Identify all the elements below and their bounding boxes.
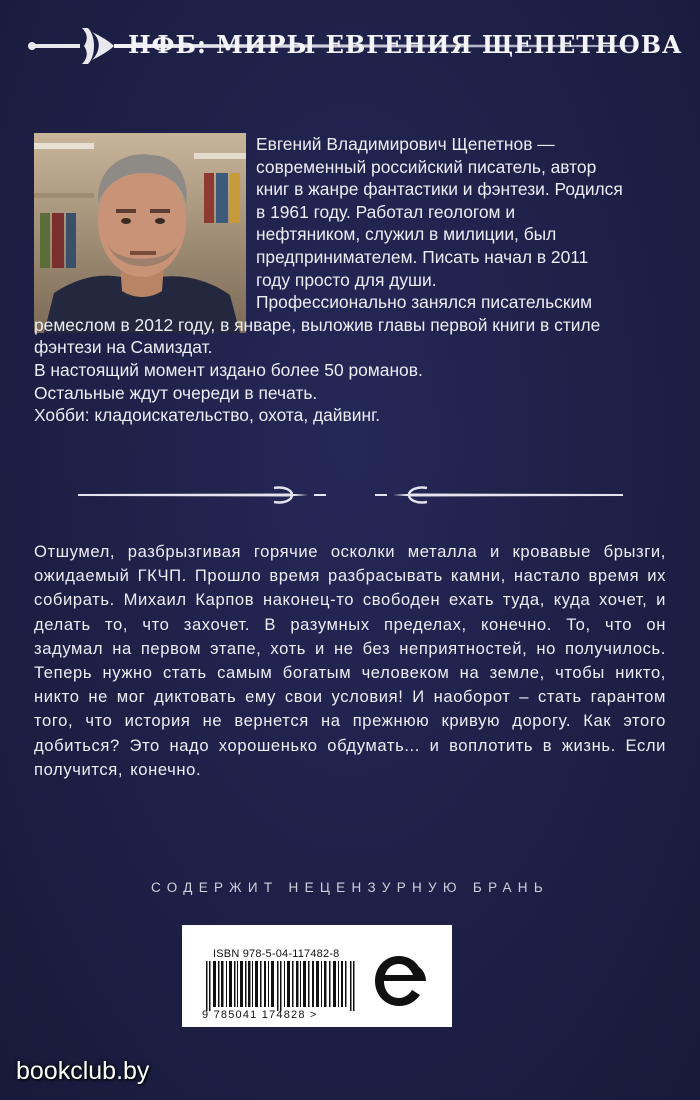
bio-paragraph: Профессионально занялся писательским ремеслом в 2012 году, в январе, выложив главы первой книги в стиле фэнтези на Самиздат. [34, 292, 601, 358]
author-bio [34, 133, 624, 427]
book-blurb: Отшумел, разбрызгивая горячие осколки металла и кровавые брызги, ожидаемый ГКЧП. Прошло время разбрасывать камни, настало время их собирать. Михаил Карпов наконец-то свободен ехать туда, куда хочет, и делать то, что захочет. В разумных пределах, конечно. То, что он задумал на первом этапе, хоть и не без неприятностей, но получилось. Теперь нужно стать самым богатым человеком на земле, чтобы никто, никто не мог диктовать ему свои условия! И наоборот – стать гарантом того, что история не вернется на прежнюю кривую дорогу. Как этого добиться? Это надо хорошенько обдумать... и воплотить в жизнь. Если получится, конечно. [34, 542, 666, 779]
content-warning: СОДЕРЖИТ НЕЦЕНЗУРНУЮ БРАНЬ [151, 880, 549, 895]
barcode-icon [206, 961, 356, 1011]
bio-paragraph: В настоящий момент издано более 50 романов. [34, 359, 423, 380]
isbn-label: ISBN 978-5-04-117482-8 [213, 948, 340, 960]
ornament-divider-icon [78, 482, 623, 508]
barcode-panel [182, 925, 452, 1027]
photo-spacer [34, 133, 256, 311]
eksmo-logo-icon [370, 951, 432, 1011]
bio-paragraph: Евгений Владимирович Щепетнов — современный российский писатель, автор книг в жанре фантастики и фэнтези. Родился в 1961 году. Работал геологом и нефтяником, служил в милиции, был предпринимателем. Писать начал в 2011 году просто для души. [256, 134, 623, 290]
bio-paragraph: Остальные ждут очереди в печать. [34, 382, 318, 403]
watermark: bookclub.by [16, 1057, 150, 1085]
bio-paragraph: Хобби: кладоискательство, охота, дайвинг. [34, 405, 381, 426]
series-title: НФБ: МИРЫ ЕВГЕНИЯ ЩЕПЕТНОВА [128, 30, 683, 59]
series-header [0, 18, 700, 74]
barcode-digits: 9 785041 174828 > [202, 1009, 318, 1021]
